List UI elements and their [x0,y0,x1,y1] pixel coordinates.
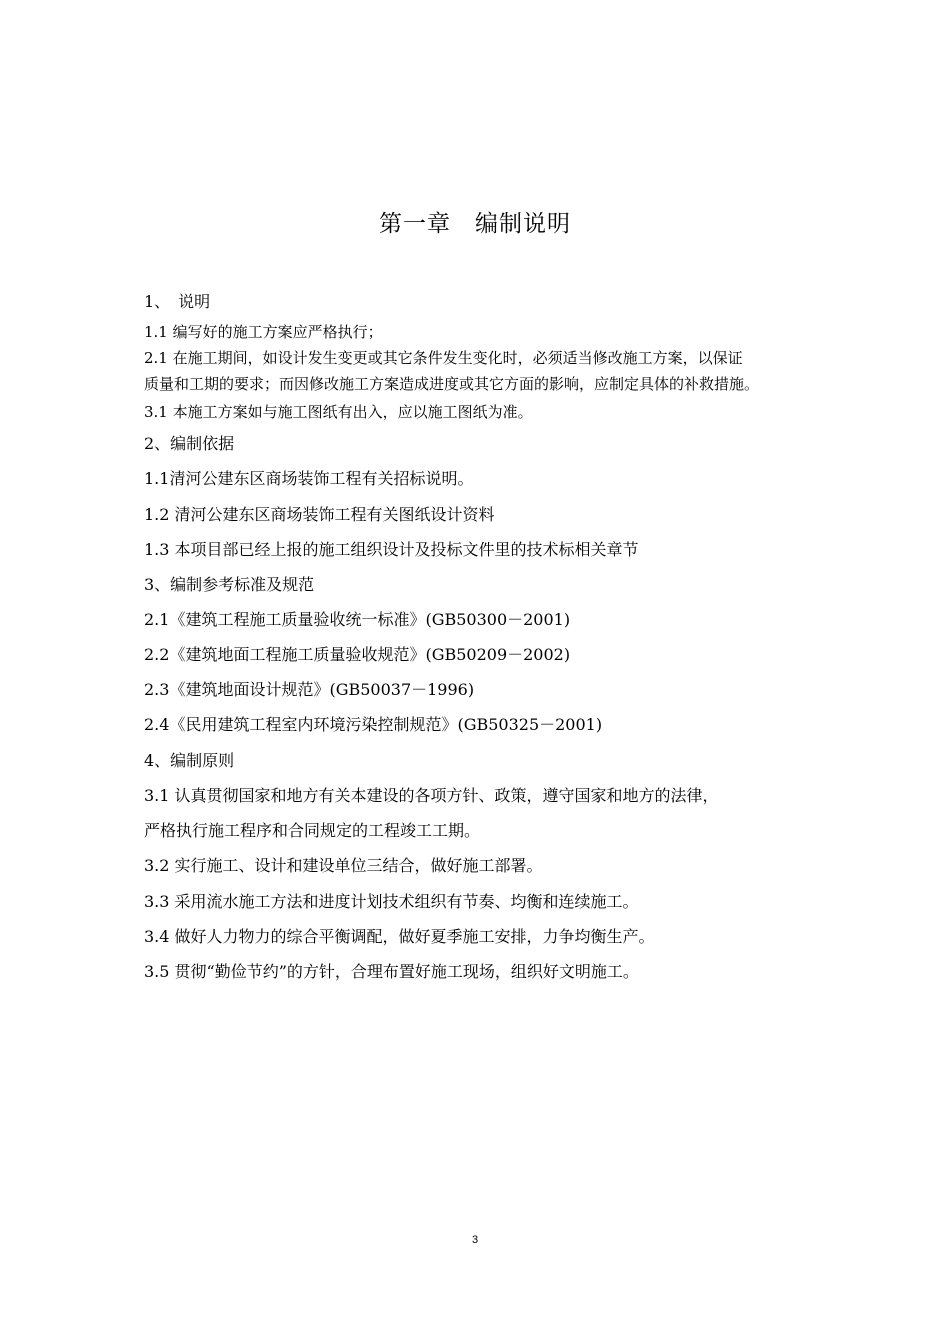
paragraph-line: 严格执行施工程序和合同规定的工程竣工工期。 [144,821,481,840]
paragraph-line: 3.4 做好人力物力的综合平衡调配，做好夏季施工安排，力争均衡生产。 [144,927,655,946]
paragraph-line: 1.1清河公建东区商场装饰工程有关招标说明。 [144,469,474,488]
paragraph-line: 3.1 本施工方案如与施工图纸有出入，应以施工图纸为准。 [144,403,533,421]
paragraph-line: 1.3 本项目部已经上报的施工组织设计及投标文件里的技术标相关章节 [144,540,639,559]
section-heading-3: 3、编制参考标准及规范 [144,575,315,594]
paragraph-line: 2.4《民用建筑工程室内环境污染控制规范》(GB50325－2001) [144,715,603,734]
paragraph-line: 质量和工期的要求；而因修改施工方案造成进度或其它方面的影响，应制定具体的补救措施。 [144,375,760,393]
section-heading-4: 4、编制原则 [144,751,235,770]
chapter-title: 第一章 编制说明 [379,211,571,237]
paragraph-line: 1.2 清河公建东区商场装饰工程有关图纸设计资料 [144,505,495,524]
paragraph-line: 1.1 编写好的施工方案应严格执行； [144,323,383,341]
paragraph-line: 2.1《建筑工程施工质量验收统一标准》(GB50300－2001) [144,610,571,629]
paragraph-line: 3.1 认真贯彻国家和地方有关本建设的各项方针、政策，遵守国家和地方的法律， [144,786,719,805]
paragraph-line: 3.3 采用流水施工方法和进度计划技术组织有节奏、均衡和连续施工。 [144,892,639,911]
section-heading-1: 1、 说明 [144,292,211,311]
page-number: 3 [471,1234,479,1246]
paragraph-line: 3.5 贯彻“勤俭节约”的方针，合理布置好施工现场，组织好文明施工。 [144,962,639,981]
paragraph-line: 2.3《建筑地面设计规范》(GB50037－1996) [144,680,475,699]
paragraph-line: 3.2 实行施工、设计和建设单位三结合，做好施工部署。 [144,856,543,875]
paragraph-line: 2.2《建筑地面工程施工质量验收规范》(GB50209－2002) [144,645,571,664]
section-heading-2: 2、编制依据 [144,434,235,453]
paragraph-line: 2.1 在施工期间，如设计发生变更或其它条件发生变化时，必须适当修改施工方案，以保证 [144,349,743,367]
